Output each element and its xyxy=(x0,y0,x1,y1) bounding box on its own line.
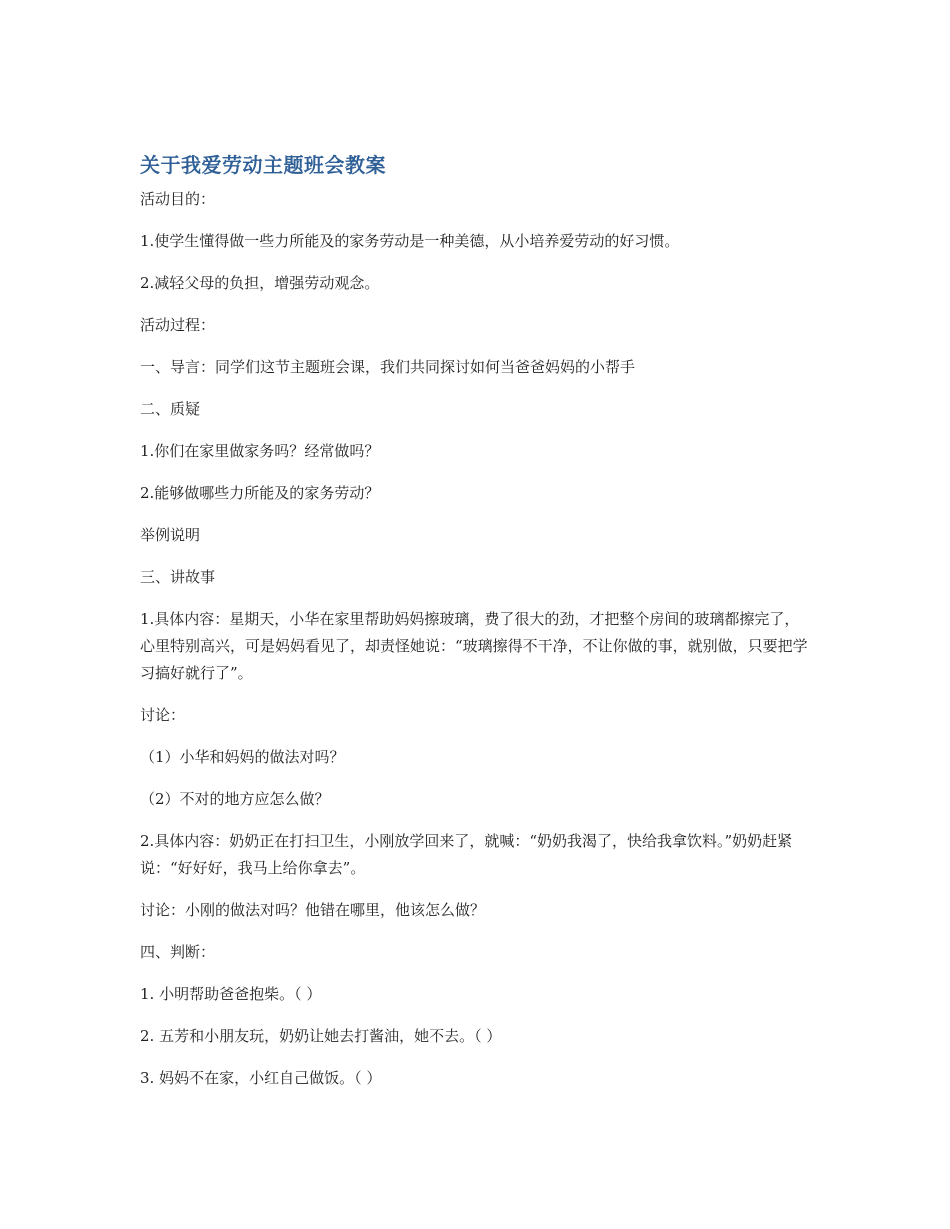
paragraph-question-2: 2.能够做哪些力所能及的家务劳动？ xyxy=(140,484,380,502)
paragraph-story-1: 1.具体内容：星期天，小华在家里帮助妈妈擦玻璃，费了很大的劲，才把整个房间的玻璃都擦完了，心里特别高兴，可是妈妈看见了，却责怪她说：“玻璃擦得不干净，不让你做的事，就别做，只要把学习搞好就行了”。 xyxy=(140,610,808,682)
paragraph-purpose-2: 2.减轻父母的负担，增强劳动观念。 xyxy=(140,274,380,292)
paragraph-discussion-label: 讨论： xyxy=(140,706,186,724)
paragraph-judge-3: 3. 妈妈不在家，小红自己做饭。（ ） xyxy=(140,1069,382,1087)
paragraph-story-2: 2.具体内容：奶奶正在打扫卫生，小刚放学回来了，就喊：“奶奶我渴了，快给我拿饮料。”奶奶赶紧说：“好好好，我马上给你拿去”。 xyxy=(140,832,793,877)
paragraph-intro: 一、导言：同学们这节主题班会课，我们共同探讨如何当爸爸妈妈的小帮手 xyxy=(140,358,636,376)
document-body xyxy=(140,150,810,1107)
paragraph-judge-heading: 四、判断： xyxy=(140,943,216,961)
paragraph-purpose-1: 1.使学生懂得做一些力所能及的家务劳动是一种美德，从小培养爱劳动的好习惯。 xyxy=(140,232,680,250)
paragraph-example: 举例说明 xyxy=(140,526,201,544)
paragraph-process-heading: 活动过程： xyxy=(140,316,216,334)
paragraph-question-1: 1.你们在家里做家务吗？经常做吗？ xyxy=(140,442,380,460)
paragraph-judge-1: 1. 小明帮助爸爸抱柴。（ ） xyxy=(140,985,322,1003)
paragraph-story-heading: 三、讲故事 xyxy=(140,568,216,586)
document-title: 关于我爱劳动主题班会教案 xyxy=(140,153,386,177)
paragraph-judge-2: 2. 五芳和小朋友玩，奶奶让她去打酱油，她不去。（ ） xyxy=(140,1027,502,1045)
paragraph-purpose-heading: 活动目的： xyxy=(140,190,216,208)
paragraph-discussion-3: 讨论：小刚的做法对吗？他错在哪里，他该怎么做？ xyxy=(140,901,486,919)
paragraph-discussion-2: （2）不对的地方应怎么做？ xyxy=(140,790,330,808)
paragraph-discussion-1: （1）小华和妈妈的做法对吗？ xyxy=(140,748,345,766)
paragraph-question-heading: 二、质疑 xyxy=(140,400,201,418)
